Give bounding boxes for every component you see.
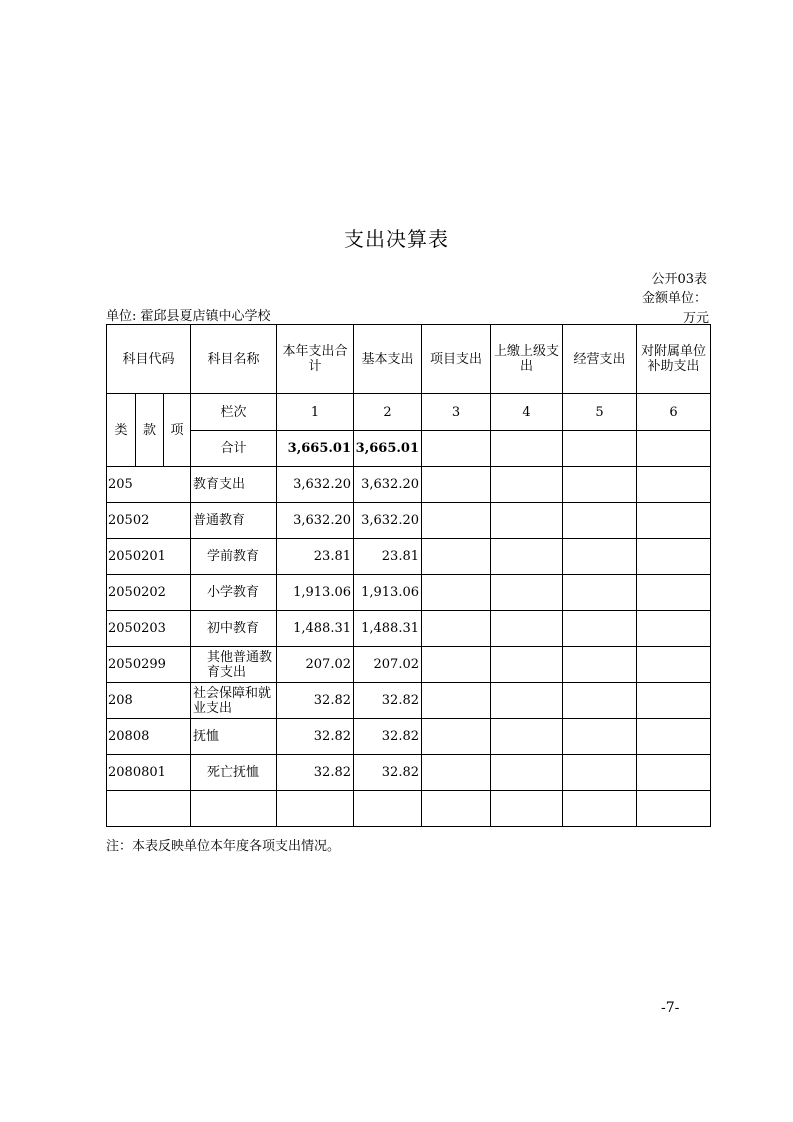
row-name: 其他普通教育支出 [191,647,277,683]
row-total: 3,632.20 [277,503,354,539]
header-code: 科目代码 [107,325,191,394]
row-total: 1,488.31 [277,611,354,647]
total-row [107,431,711,467]
row-code: 20502 [107,503,191,539]
row-basic: 3,632.20 [354,503,422,539]
table-row [107,647,711,683]
table-row [107,467,711,503]
row-total: 23.81 [277,539,354,575]
header-lei: 类 [107,394,136,467]
amount-unit-value: 万元 [682,311,709,326]
column-number: 6 [637,394,711,431]
row-basic: 23.81 [354,539,422,575]
row-basic: 32.82 [354,719,422,755]
row-basic: 32.82 [354,755,422,791]
row-name: 社会保障和就业支出 [191,683,277,719]
row-name: 教育支出 [191,467,277,503]
row-code: 20808 [107,719,191,755]
row-basic: 1,913.06 [354,575,422,611]
header-total: 本年支出合计 [277,325,354,394]
row-name: 学前教育 [191,539,277,575]
row-basic: 3,632.20 [354,467,422,503]
column-number: 2 [354,394,422,431]
row-code: 2080801 [107,755,191,791]
header-basic: 基本支出 [354,325,422,394]
row-code: 2050203 [107,611,191,647]
row-code: 2050299 [107,647,191,683]
table-row [107,539,711,575]
table-row [107,683,711,719]
column-number: 3 [422,394,491,431]
form-number: 公开03表 [651,272,707,287]
total-label: 合计 [191,431,277,467]
column-number: 5 [563,394,637,431]
header-xiang: 项 [164,394,191,467]
unit-name: 单位: 霍邱县夏店镇中心学校 [106,309,271,324]
table-row [107,503,711,539]
row-name: 小学教育 [191,575,277,611]
header-project: 项目支出 [422,325,491,394]
row-name: 普通教育 [191,503,277,539]
row-basic: 1,488.31 [354,611,422,647]
total-basic: 3,665.01 [354,431,422,467]
amount-unit-label: 金额单位： [641,291,707,306]
row-basic: 32.82 [354,683,422,719]
header-operating: 经营支出 [563,325,637,394]
header-remit: 上缴上级支出 [491,325,563,394]
row-name: 初中教育 [191,611,277,647]
row-name: 死亡抚恤 [191,755,277,791]
row-total: 207.02 [277,647,354,683]
table-row [107,719,711,755]
row-total: 32.82 [277,755,354,791]
total-amount: 3,665.01 [277,431,354,467]
column-number-row [107,394,711,431]
expenditure-table [106,324,711,827]
header-subsidy: 对附属单位补助支出 [637,325,711,394]
row-total: 1,913.06 [277,575,354,611]
empty-row [107,791,711,827]
page-number: -7- [661,1000,680,1016]
column-number: 1 [277,394,354,431]
table-row [107,611,711,647]
row-total: 3,632.20 [277,467,354,503]
row-name: 抚恤 [191,719,277,755]
row-code: 2050201 [107,539,191,575]
column-number: 4 [491,394,563,431]
header-lanci: 栏次 [191,394,277,431]
row-code: 205 [107,467,191,503]
header-name: 科目名称 [191,325,277,394]
row-total: 32.82 [277,719,354,755]
row-code: 208 [107,683,191,719]
row-code: 2050202 [107,575,191,611]
table-note: 注：本表反映单位本年度各项支出情况。 [106,839,341,854]
row-total: 32.82 [277,683,354,719]
page-title: 支出决算表 [344,227,449,251]
table-row [107,575,711,611]
header-kuan: 款 [136,394,164,467]
header-row [107,325,711,394]
table-row [107,755,711,791]
row-basic: 207.02 [354,647,422,683]
